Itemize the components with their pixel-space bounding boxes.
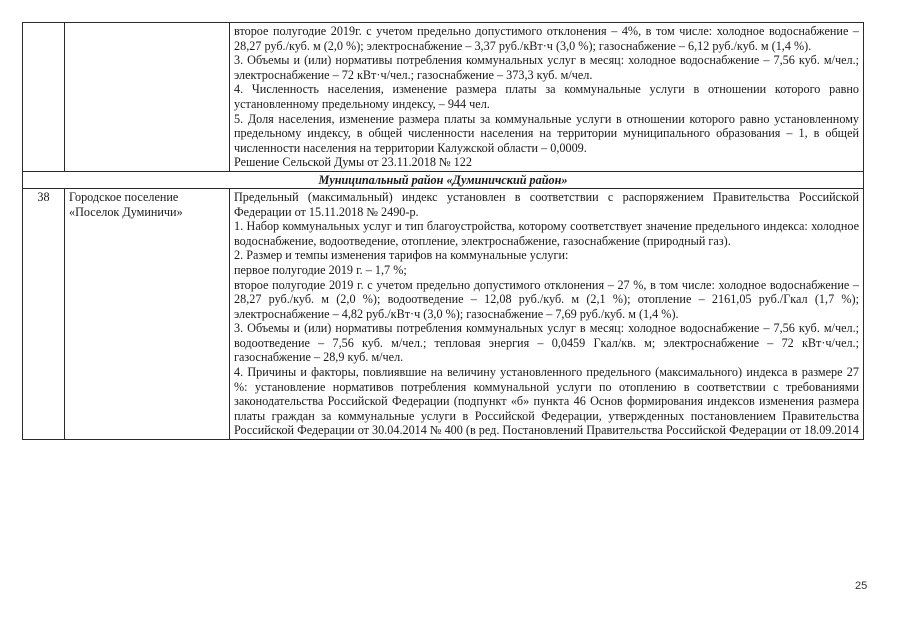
- page-number: 25: [855, 580, 868, 592]
- row-number-cell: [23, 23, 65, 172]
- organization-cell: [65, 23, 230, 172]
- content-cell: [230, 188, 864, 439]
- row-number: 38: [23, 188, 65, 439]
- section-header-row: [23, 171, 864, 188]
- paragraph: 3. Объемы и (или) нормативы потребления коммунальных услуг в месяц: холодное водоснабжение – 7,56 куб. м/чел.; электроснабжение – 72 кВт·ч/чел.; газоснабжение – 373,3 куб. м/чел.: [234, 53, 859, 82]
- paragraph: 2. Размер и темпы изменения тарифов на коммунальные услуги:: [234, 248, 569, 263]
- table-row: [23, 188, 864, 439]
- paragraph: 3. Объемы и (или) нормативы потребления коммунальных услуг в месяц: холодное водоснабжение – 7,56 куб. м/чел.; водоотведение – 7,56 куб. м/чел.; тепловая энергия – 0,0459 Гкал/кв. м; электроснабжение – 72 кВт·ч/чел.; газоснабжение – 28,9 куб. м/чел.: [234, 321, 859, 365]
- paragraph: второе полугодие 2019г. с учетом предельно допустимого отклонения – 4%, в том числе: холодное водоснабжение – 28,27 руб./куб. м (2,0 %); электроснабжение – 3,37 руб./кВт·ч (3,0 %); газоснабжение – 6,12 руб./куб. м (1,4 %).: [234, 24, 859, 53]
- decision-reference: Решение Сельской Думы от 23.11.2018 № 122: [234, 155, 472, 170]
- paragraph: первое полугодие 2019 г. – 1,7 %;: [234, 262, 407, 277]
- paragraph: второе полугодие 2019 г. с учетом предельно допустимого отклонения – 27 %, в том числе: холодное водоснабжение – 28,27 руб./куб. м (2,0 %); водоотведение – 12,08 руб./куб. м (2,1 %); отопление – 2161,05 руб./Гкал (1,7 %); электроснабжение – 4,82 руб./кВт·ч (3,0 %); газоснабжение – 7,69 руб./куб. м (1,4 %).: [234, 277, 859, 321]
- paragraph: 1. Набор коммунальных услуг и тип благоустройства, которому соответствует значение предельного индекса: холодное водоснабжение, водоотведение, отопление, электроснабжение, газоснабжение (природный газ).: [234, 219, 859, 248]
- paragraph: 5. Доля населения, изменение размера платы за коммунальные услуги в отношении которого равно установленному предельному индексу, в общей численности населения на территории муниципального образования – 1, в общей численности населения на территории Калужской области – 0,0009.: [234, 111, 859, 155]
- content-cell: [230, 23, 864, 172]
- document-table: [22, 22, 864, 440]
- paragraph: 4. Причины и факторы, повлиявшие на величину установленного предельного (максимального) индекса в размере 27 %: установление нормативов потребления коммунальной услуги по отоплению в соответствии с требованиями законодательства Российской Федерации (подпункт «б» пункта 46 Основ формирования индексов изменения размера платы граждан за коммунальные услуги в Российской Федерации, утвержденных постановлением Правительства Российской Федерации от 30.04.2014 № 400 (в ред. Постановлений Правительства Российской Федерации от 18.09.2014: [234, 365, 859, 438]
- table-row: [23, 23, 864, 172]
- organization-cell: [65, 188, 230, 439]
- paragraph: Предельный (максимальный) индекс установлен в соответствии с распоряжением Правительства Российской Федерации от 15.11.2018 № 2490-р.: [234, 189, 859, 219]
- section-header: Муниципальный район «Думиничский район»: [23, 171, 864, 188]
- organization-name: «Поселок Думиничи»: [69, 204, 183, 219]
- paragraph: 4. Численность населения, изменение размера платы за коммунальные услуги в отношении которого равно установленному предельному индексу, – 944 чел.: [234, 82, 859, 111]
- organization-name: Городское поселение: [69, 189, 179, 204]
